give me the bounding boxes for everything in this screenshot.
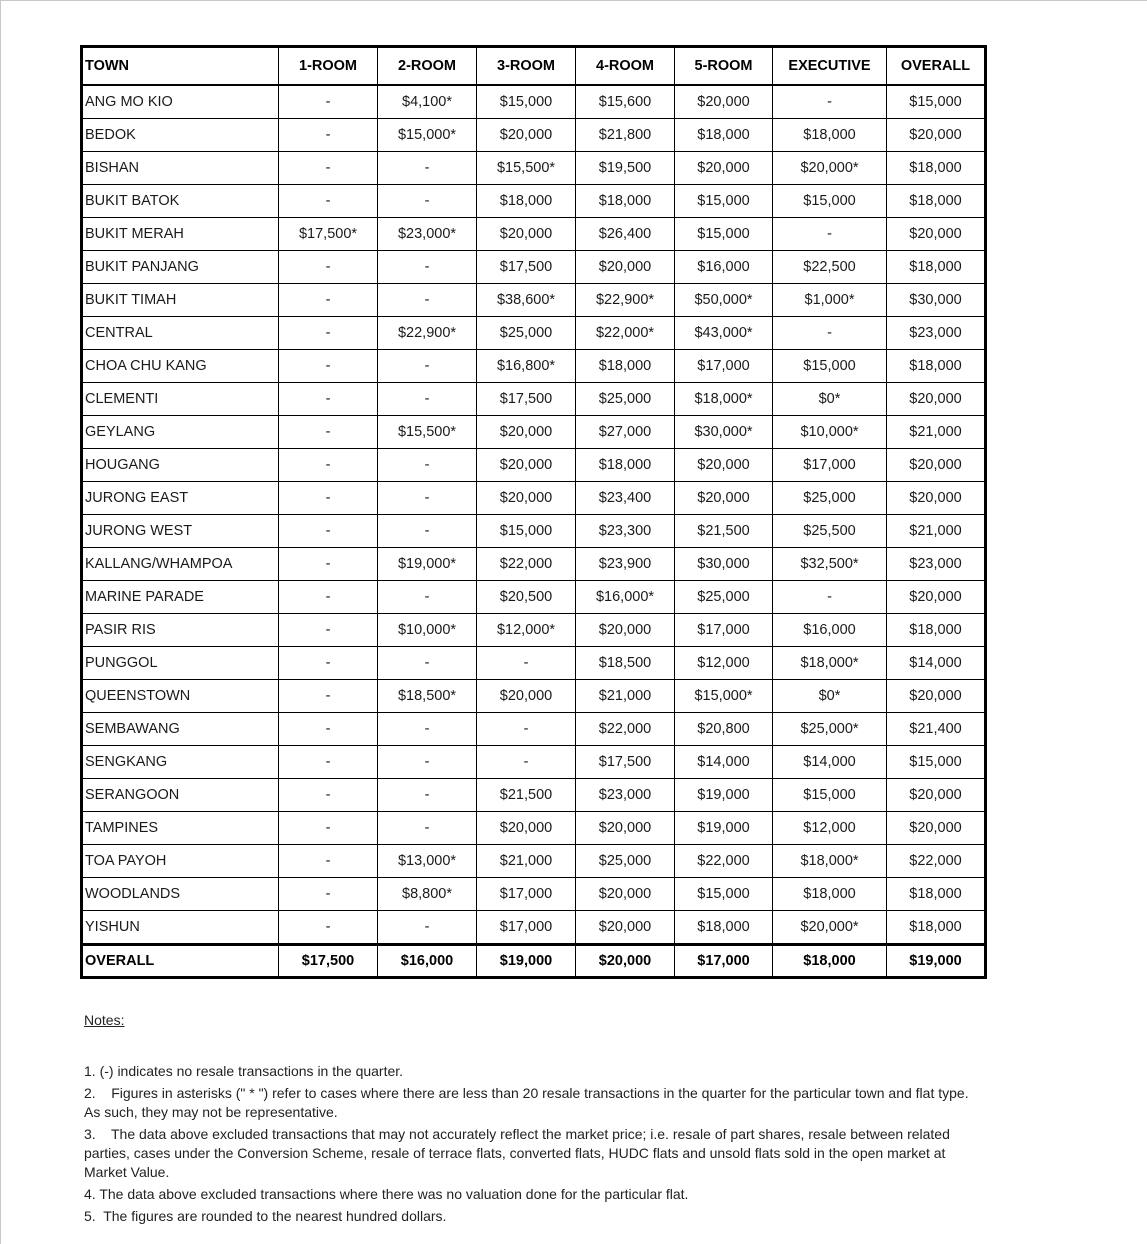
town-cell: BEDOK (82, 119, 279, 152)
price-cell: - (279, 251, 378, 284)
town-cell: PUNGGOL (82, 647, 279, 680)
price-cell: $20,000 (887, 779, 986, 812)
price-cell: $25,000* (773, 713, 887, 746)
price-cell: $22,900* (576, 284, 675, 317)
price-cell: $20,000 (477, 482, 576, 515)
price-cell: $0* (773, 680, 887, 713)
column-header-2-room: 2-ROOM (378, 47, 477, 86)
price-cell: $20,500 (477, 581, 576, 614)
town-cell: YISHUN (82, 911, 279, 945)
price-cell: $18,000* (773, 845, 887, 878)
price-cell: $19,000 (477, 945, 576, 978)
table-row (82, 680, 986, 713)
town-cell: BUKIT PANJANG (82, 251, 279, 284)
table-row (82, 152, 986, 185)
price-cell: - (378, 383, 477, 416)
table-row (82, 284, 986, 317)
price-cell: $15,000 (773, 350, 887, 383)
price-cell: $17,000 (477, 911, 576, 945)
price-cell: $21,000 (576, 680, 675, 713)
price-cell: $19,500 (576, 152, 675, 185)
price-cell: - (279, 383, 378, 416)
price-cell: $15,500* (477, 152, 576, 185)
price-table-container (80, 45, 987, 979)
price-cell: $20,000 (477, 119, 576, 152)
price-cell: $15,000 (887, 746, 986, 779)
price-cell: $22,000 (477, 548, 576, 581)
table-row (82, 647, 986, 680)
price-cell: $18,000 (887, 614, 986, 647)
price-cell: $15,000 (675, 218, 773, 251)
price-cell: $19,000 (887, 945, 986, 978)
price-cell: $23,300 (576, 515, 675, 548)
town-cell: BISHAN (82, 152, 279, 185)
table-body (82, 85, 986, 978)
price-cell: - (477, 647, 576, 680)
price-cell: $16,000 (675, 251, 773, 284)
price-cell: - (279, 449, 378, 482)
price-cell: $23,000* (378, 218, 477, 251)
price-cell: - (378, 713, 477, 746)
price-cell: $18,000* (773, 647, 887, 680)
price-cell: - (773, 317, 887, 350)
table-row (82, 614, 986, 647)
town-cell: SENGKANG (82, 746, 279, 779)
price-cell: $8,800* (378, 878, 477, 911)
price-cell: $18,500* (378, 680, 477, 713)
price-cell: - (279, 581, 378, 614)
price-cell: $20,000 (887, 218, 986, 251)
price-cell: $22,000 (887, 845, 986, 878)
price-cell: $20,000 (576, 945, 675, 978)
price-cell: $32,500* (773, 548, 887, 581)
price-cell: $20,000* (773, 911, 887, 945)
town-cell: TOA PAYOH (82, 845, 279, 878)
column-header-3-room: 3-ROOM (477, 47, 576, 86)
price-cell: $12,000 (675, 647, 773, 680)
price-cell: $18,000 (576, 185, 675, 218)
price-cell: $18,000 (477, 185, 576, 218)
price-cell: - (378, 581, 477, 614)
table-row (82, 416, 986, 449)
price-cell: $30,000 (675, 548, 773, 581)
price-cell: $23,900 (576, 548, 675, 581)
note-item: 5. The figures are rounded to the nearest hundred dollars. (84, 1208, 447, 1224)
price-cell: $20,000 (675, 85, 773, 119)
price-cell: $10,000* (773, 416, 887, 449)
price-cell: $20,000 (477, 680, 576, 713)
price-cell: $20,000 (887, 383, 986, 416)
column-header-1-room: 1-ROOM (279, 47, 378, 86)
price-cell: - (773, 581, 887, 614)
price-cell: $22,000 (576, 713, 675, 746)
price-cell: $17,000 (477, 878, 576, 911)
price-cell: $15,000 (773, 185, 887, 218)
price-cell: - (378, 647, 477, 680)
price-cell: $20,000 (887, 449, 986, 482)
price-cell: $14,000 (773, 746, 887, 779)
price-cell: $18,000 (887, 911, 986, 945)
price-cell: $15,600 (576, 85, 675, 119)
price-cell: - (378, 812, 477, 845)
price-cell: $23,000 (576, 779, 675, 812)
price-cell: $15,000 (477, 85, 576, 119)
price-cell: $20,000 (887, 581, 986, 614)
price-cell: $20,800 (675, 713, 773, 746)
town-cell: ANG MO KIO (82, 85, 279, 119)
price-cell: $15,500* (378, 416, 477, 449)
town-cell: MARINE PARADE (82, 581, 279, 614)
price-cell: $50,000* (675, 284, 773, 317)
price-cell: - (378, 779, 477, 812)
price-cell: $23,000 (887, 548, 986, 581)
price-cell: $38,600* (477, 284, 576, 317)
notes-list (84, 1062, 984, 1226)
town-cell: KALLANG/WHAMPOA (82, 548, 279, 581)
price-cell: $20,000 (887, 119, 986, 152)
price-cell: $21,500 (675, 515, 773, 548)
note-item: 1. (-) indicates no resale transactions in the quarter. (84, 1063, 404, 1079)
price-cell: - (279, 647, 378, 680)
price-cell: $16,000 (773, 614, 887, 647)
price-cell: $16,800* (477, 350, 576, 383)
price-cell: $20,000 (887, 812, 986, 845)
price-cell: $18,500 (576, 647, 675, 680)
price-cell: $16,000* (576, 581, 675, 614)
price-cell: $18,000 (675, 119, 773, 152)
town-cell: SERANGOON (82, 779, 279, 812)
price-cell: - (773, 218, 887, 251)
price-cell: - (279, 350, 378, 383)
price-cell: $17,500* (279, 218, 378, 251)
price-cell: $25,000 (675, 581, 773, 614)
price-cell: - (279, 548, 378, 581)
price-cell: $10,000* (378, 614, 477, 647)
table-row (82, 350, 986, 383)
note-item: 3. The data above excluded transactions that may not accurately reflect the market price; i.e. resale of part shares, resale between related parties, cases under the Conversion Scheme, resale of terrace flats, converted flats, HUDC flats and unsold flats sold in the open market at Market Value. (84, 1126, 954, 1180)
price-cell: $22,000 (675, 845, 773, 878)
price-cell: $18,000 (576, 449, 675, 482)
price-cell: $18,000 (675, 911, 773, 945)
price-cell: $19,000 (675, 779, 773, 812)
price-cell: $22,900* (378, 317, 477, 350)
price-cell: - (279, 317, 378, 350)
table-row (82, 515, 986, 548)
town-cell: SEMBAWANG (82, 713, 279, 746)
price-cell: - (378, 911, 477, 945)
price-cell: $22,000* (576, 317, 675, 350)
price-cell: - (378, 284, 477, 317)
town-cell: GEYLANG (82, 416, 279, 449)
price-cell: - (279, 482, 378, 515)
price-cell: - (279, 779, 378, 812)
table-row (82, 119, 986, 152)
price-cell: - (279, 85, 378, 119)
notes-section (84, 1011, 984, 1229)
price-cell: $20,000 (477, 416, 576, 449)
price-cell: $16,000 (378, 945, 477, 978)
price-cell: $21,800 (576, 119, 675, 152)
price-cell: - (279, 152, 378, 185)
table-row (82, 878, 986, 911)
notes-title: Notes: (84, 1012, 125, 1028)
price-cell: $20,000 (576, 614, 675, 647)
price-cell: $19,000* (378, 548, 477, 581)
price-cell: $25,000 (576, 845, 675, 878)
table-row (82, 218, 986, 251)
table-row (82, 746, 986, 779)
price-cell: - (279, 680, 378, 713)
price-cell: - (378, 515, 477, 548)
overall-total-row (82, 945, 986, 978)
price-cell: $18,000 (773, 945, 887, 978)
price-cell: $14,000 (887, 647, 986, 680)
price-cell: $20,000* (773, 152, 887, 185)
price-cell: $25,000 (576, 383, 675, 416)
price-cell: - (279, 746, 378, 779)
price-cell: - (279, 845, 378, 878)
price-cell: $20,000 (477, 449, 576, 482)
price-cell: $18,000 (887, 185, 986, 218)
price-cell: $20,000 (887, 680, 986, 713)
town-cell: PASIR RIS (82, 614, 279, 647)
price-cell: $18,000* (675, 383, 773, 416)
price-cell: - (378, 251, 477, 284)
column-header-executive: EXECUTIVE (773, 47, 887, 86)
resale-price-table (80, 45, 987, 979)
town-cell: JURONG WEST (82, 515, 279, 548)
price-cell: $17,500 (477, 251, 576, 284)
price-cell: $18,000 (773, 878, 887, 911)
table-row (82, 251, 986, 284)
price-cell: $4,100* (378, 85, 477, 119)
town-cell: QUEENSTOWN (82, 680, 279, 713)
price-cell: $18,000 (887, 251, 986, 284)
price-cell: $15,000* (378, 119, 477, 152)
column-header-5-room: 5-ROOM (675, 47, 773, 86)
note-item: 4. The data above excluded transactions where there was no valuation done for the particular flat. (84, 1186, 689, 1202)
price-cell: - (378, 185, 477, 218)
price-cell: $17,000 (675, 614, 773, 647)
price-cell: $18,000 (887, 350, 986, 383)
table-row (82, 779, 986, 812)
price-cell: $43,000* (675, 317, 773, 350)
price-cell: $30,000* (675, 416, 773, 449)
price-cell: $20,000 (675, 482, 773, 515)
price-cell: $20,000 (477, 812, 576, 845)
price-cell: - (279, 119, 378, 152)
price-cell: $15,000 (675, 878, 773, 911)
table-row (82, 85, 986, 119)
table-row (82, 185, 986, 218)
town-cell: CLEMENTI (82, 383, 279, 416)
price-cell: - (279, 614, 378, 647)
price-cell: $22,500 (773, 251, 887, 284)
table-row (82, 713, 986, 746)
price-cell: $20,000 (675, 449, 773, 482)
price-cell: $12,000 (773, 812, 887, 845)
town-cell: WOODLANDS (82, 878, 279, 911)
price-cell: $18,000 (887, 152, 986, 185)
price-cell: - (378, 449, 477, 482)
price-cell: $30,000 (887, 284, 986, 317)
price-cell: $15,000 (477, 515, 576, 548)
table-row (82, 383, 986, 416)
town-cell: BUKIT BATOK (82, 185, 279, 218)
table-row (82, 449, 986, 482)
table-header-row (82, 47, 986, 86)
price-cell: $12,000* (477, 614, 576, 647)
price-cell: $26,400 (576, 218, 675, 251)
price-cell: $21,500 (477, 779, 576, 812)
column-header-overall: OVERALL (887, 47, 986, 86)
price-cell: $1,000* (773, 284, 887, 317)
town-cell: OVERALL (82, 945, 279, 978)
price-cell: - (279, 911, 378, 945)
price-cell: - (279, 284, 378, 317)
price-cell: $27,000 (576, 416, 675, 449)
table-row (82, 911, 986, 945)
price-cell: $20,000 (887, 482, 986, 515)
column-header-town: TOWN (82, 47, 279, 86)
price-cell: $20,000 (576, 812, 675, 845)
note-item: 2. Figures in asterisks (" * ") refer to cases where there are less than 20 resale transactions in the quarter for the particular town and flat type. As such, they may not be representative. (84, 1085, 972, 1120)
price-cell: $17,500 (576, 746, 675, 779)
price-cell: - (378, 746, 477, 779)
price-cell: $20,000 (576, 878, 675, 911)
price-cell: - (279, 812, 378, 845)
table-row (82, 812, 986, 845)
price-cell: $18,000 (773, 119, 887, 152)
column-header-4-room: 4-ROOM (576, 47, 675, 86)
price-cell: $20,000 (576, 911, 675, 945)
price-cell: $15,000* (675, 680, 773, 713)
price-cell: - (279, 416, 378, 449)
town-cell: TAMPINES (82, 812, 279, 845)
price-cell: $13,000* (378, 845, 477, 878)
price-cell: - (279, 713, 378, 746)
town-cell: CENTRAL (82, 317, 279, 350)
price-cell: $23,000 (887, 317, 986, 350)
price-cell: - (378, 482, 477, 515)
price-cell: $17,500 (279, 945, 378, 978)
table-row (82, 845, 986, 878)
price-cell: - (477, 746, 576, 779)
price-cell: $15,000 (675, 185, 773, 218)
price-cell: - (279, 515, 378, 548)
town-cell: BUKIT MERAH (82, 218, 279, 251)
price-cell: $17,000 (675, 945, 773, 978)
price-cell: $21,000 (887, 515, 986, 548)
price-cell: $21,400 (887, 713, 986, 746)
price-cell: - (279, 878, 378, 911)
price-cell: $19,000 (675, 812, 773, 845)
price-cell: $17,000 (675, 350, 773, 383)
price-cell: - (378, 350, 477, 383)
price-cell: $25,000 (773, 482, 887, 515)
price-cell: $0* (773, 383, 887, 416)
town-cell: HOUGANG (82, 449, 279, 482)
table-row (82, 482, 986, 515)
price-cell: $15,000 (887, 85, 986, 119)
price-cell: $18,000 (576, 350, 675, 383)
table-row (82, 317, 986, 350)
price-cell: $20,000 (576, 251, 675, 284)
price-cell: $25,500 (773, 515, 887, 548)
price-cell: $20,000 (675, 152, 773, 185)
price-cell: $21,000 (887, 416, 986, 449)
town-cell: JURONG EAST (82, 482, 279, 515)
price-cell: $15,000 (773, 779, 887, 812)
price-cell: $17,000 (773, 449, 887, 482)
price-cell: - (477, 713, 576, 746)
price-cell: $17,500 (477, 383, 576, 416)
price-cell: - (279, 185, 378, 218)
price-cell: - (378, 152, 477, 185)
table-row (82, 548, 986, 581)
price-cell: $23,400 (576, 482, 675, 515)
price-cell: - (773, 85, 887, 119)
price-cell: $25,000 (477, 317, 576, 350)
town-cell: CHOA CHU KANG (82, 350, 279, 383)
price-cell: $21,000 (477, 845, 576, 878)
town-cell: BUKIT TIMAH (82, 284, 279, 317)
table-row (82, 581, 986, 614)
price-cell: $20,000 (477, 218, 576, 251)
price-cell: $18,000 (887, 878, 986, 911)
price-cell: $14,000 (675, 746, 773, 779)
